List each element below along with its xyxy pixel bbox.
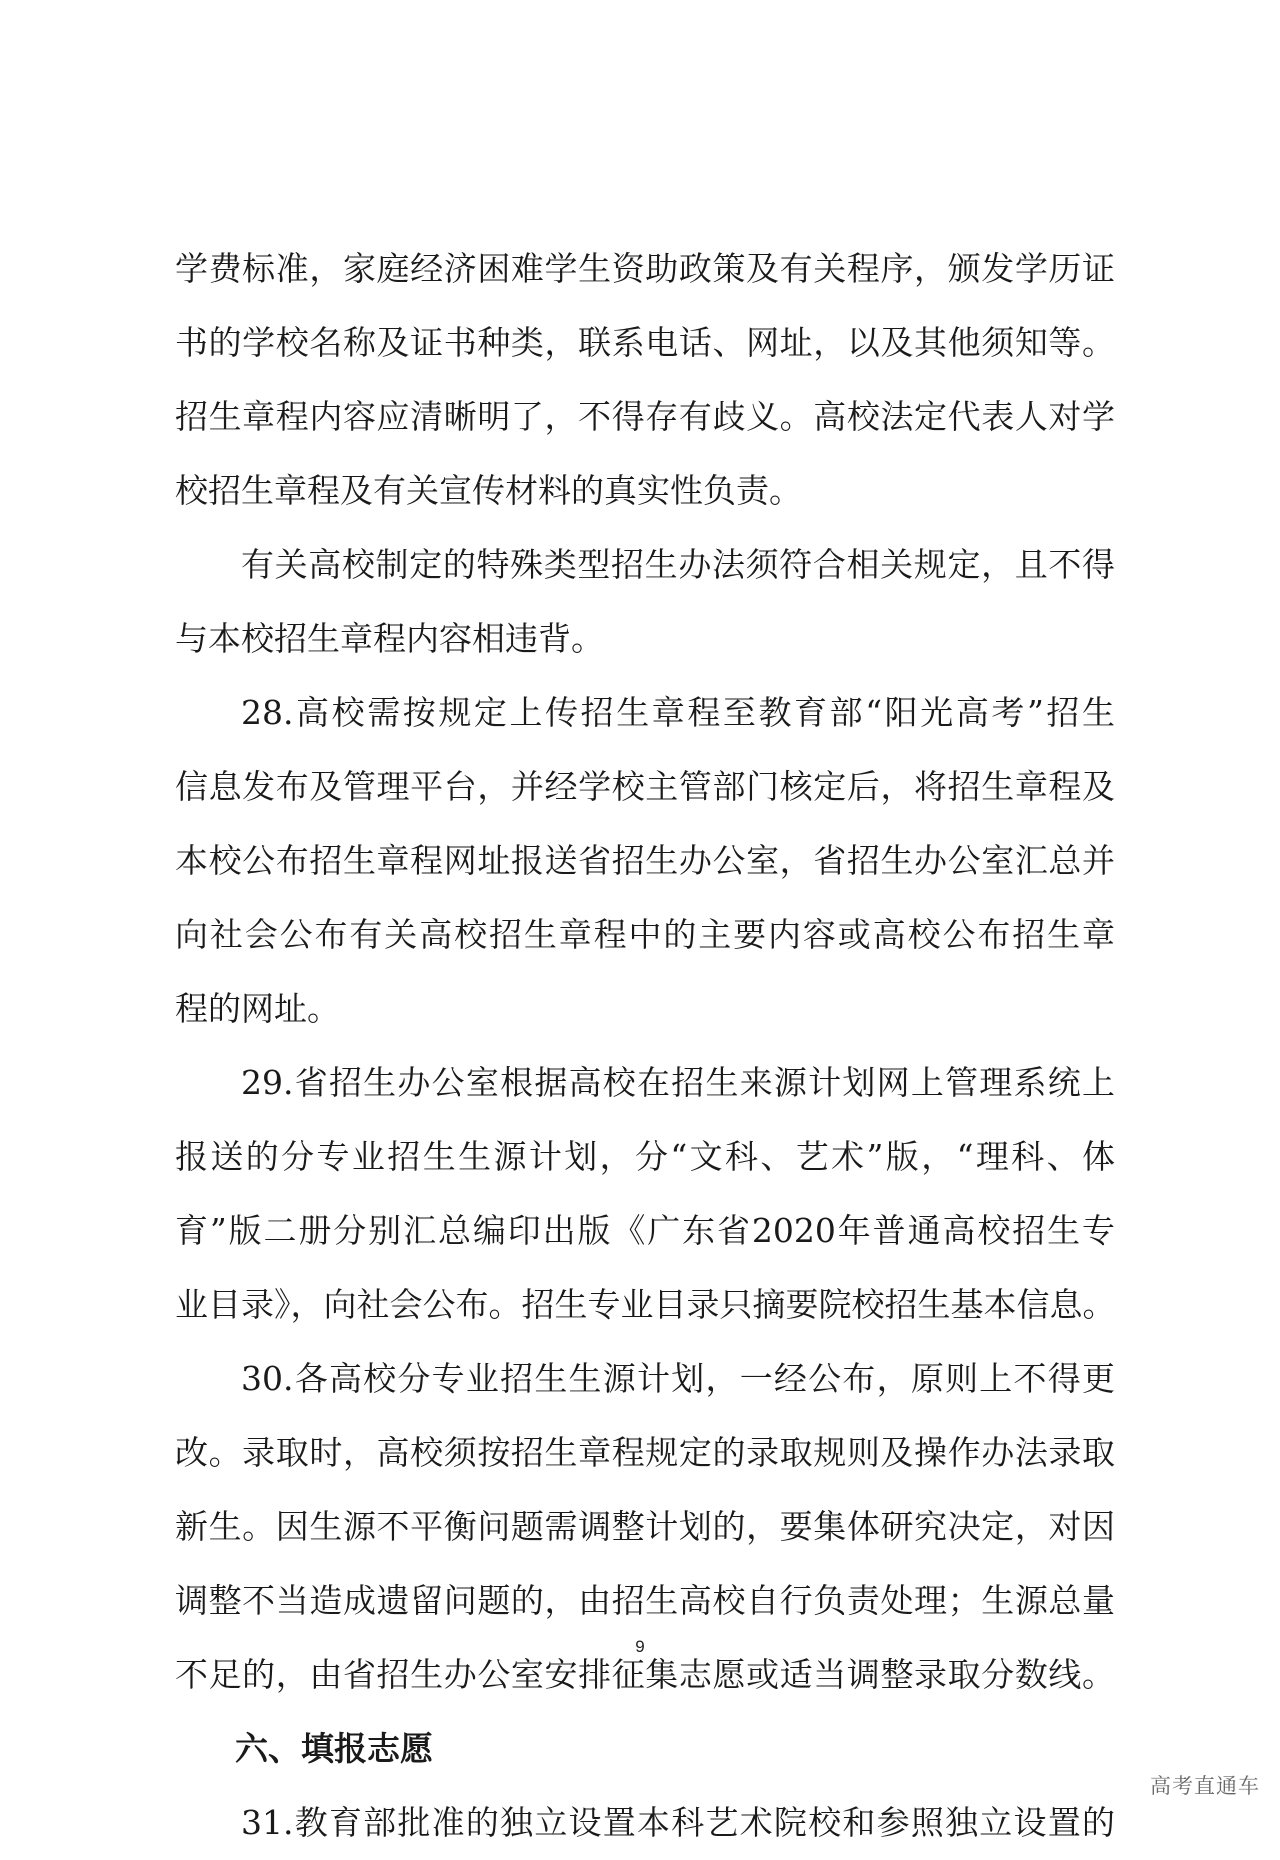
paragraph-special-admissions — [175, 528, 1115, 676]
section-heading: 六、填报志愿 — [235, 1729, 433, 1768]
text-line: 报送的分专业招生生源计划，分“文科、艺术”版，“理科、体 — [175, 1137, 1115, 1176]
paragraph-fees — [175, 232, 1115, 528]
text-line: 与本校招生章程内容相违背。 — [175, 619, 604, 658]
text-line: 31.教育部批准的独立设置本科艺术院校和参照独立设置的 — [241, 1803, 1115, 1842]
body-text — [175, 232, 1115, 1860]
text-line: 调整不当造成遗留问题的，由招生高校自行负责处理；生源总量 — [175, 1581, 1115, 1620]
text-line: 信息发布及管理平台，并经学校主管部门核定后，将招生章程及 — [175, 767, 1115, 806]
text-line: 校招生章程及有关宣传材料的真实性负责。 — [175, 471, 802, 510]
paragraph-article-31 — [175, 1786, 1115, 1860]
text-line: 招生章程内容应清晰明了，不得存有歧义。高校法定代表人对学 — [175, 397, 1115, 436]
text-line: 书的学校名称及证书种类，联系电话、网址，以及其他须知等。 — [175, 323, 1115, 362]
paragraph-article-29 — [175, 1046, 1115, 1342]
text-line: 业目录》，向社会公布。招生专业目录只摘要院校招生基本信息。 — [175, 1285, 1116, 1324]
text-line: 有关高校制定的特殊类型招生办法须符合相关规定，且不得 — [241, 545, 1115, 584]
text-line: 改。录取时，高校须按招生章程规定的录取规则及操作办法录取 — [175, 1433, 1115, 1472]
text-line: 30.各高校分专业招生生源计划，一经公布，原则上不得更 — [241, 1359, 1115, 1398]
text-line: 29.省招生办公室根据高校在招生来源计划网上管理系统上 — [241, 1063, 1115, 1102]
paragraph-article-28 — [175, 676, 1115, 1046]
text-line: 新生。因生源不平衡问题需调整计划的，要集体研究决定，对因 — [175, 1507, 1115, 1546]
text-line: 学费标准，家庭经济困难学生资助政策及有关程序，颁发学历证 — [175, 249, 1115, 288]
text-line: 本校公布招生章程网址报送省招生办公室，省招生办公室汇总并 — [175, 841, 1115, 880]
watermark: 高考直通车 — [1150, 1774, 1260, 1798]
page-number: 9 — [635, 1637, 645, 1656]
text-line: 育”版二册分别汇总编印出版《广东省2020年普通高校招生专 — [175, 1211, 1115, 1250]
text-line: 28.高校需按规定上传招生章程至教育部“阳光高考”招生 — [241, 693, 1115, 732]
text-line: 程的网址。 — [175, 989, 340, 1028]
text-line: 不足的，由省招生办公室安排征集志愿或适当调整录取分数线。 — [175, 1655, 1115, 1694]
text-line: 向社会公布有关高校招生章程中的主要内容或高校公布招生章 — [175, 915, 1115, 954]
